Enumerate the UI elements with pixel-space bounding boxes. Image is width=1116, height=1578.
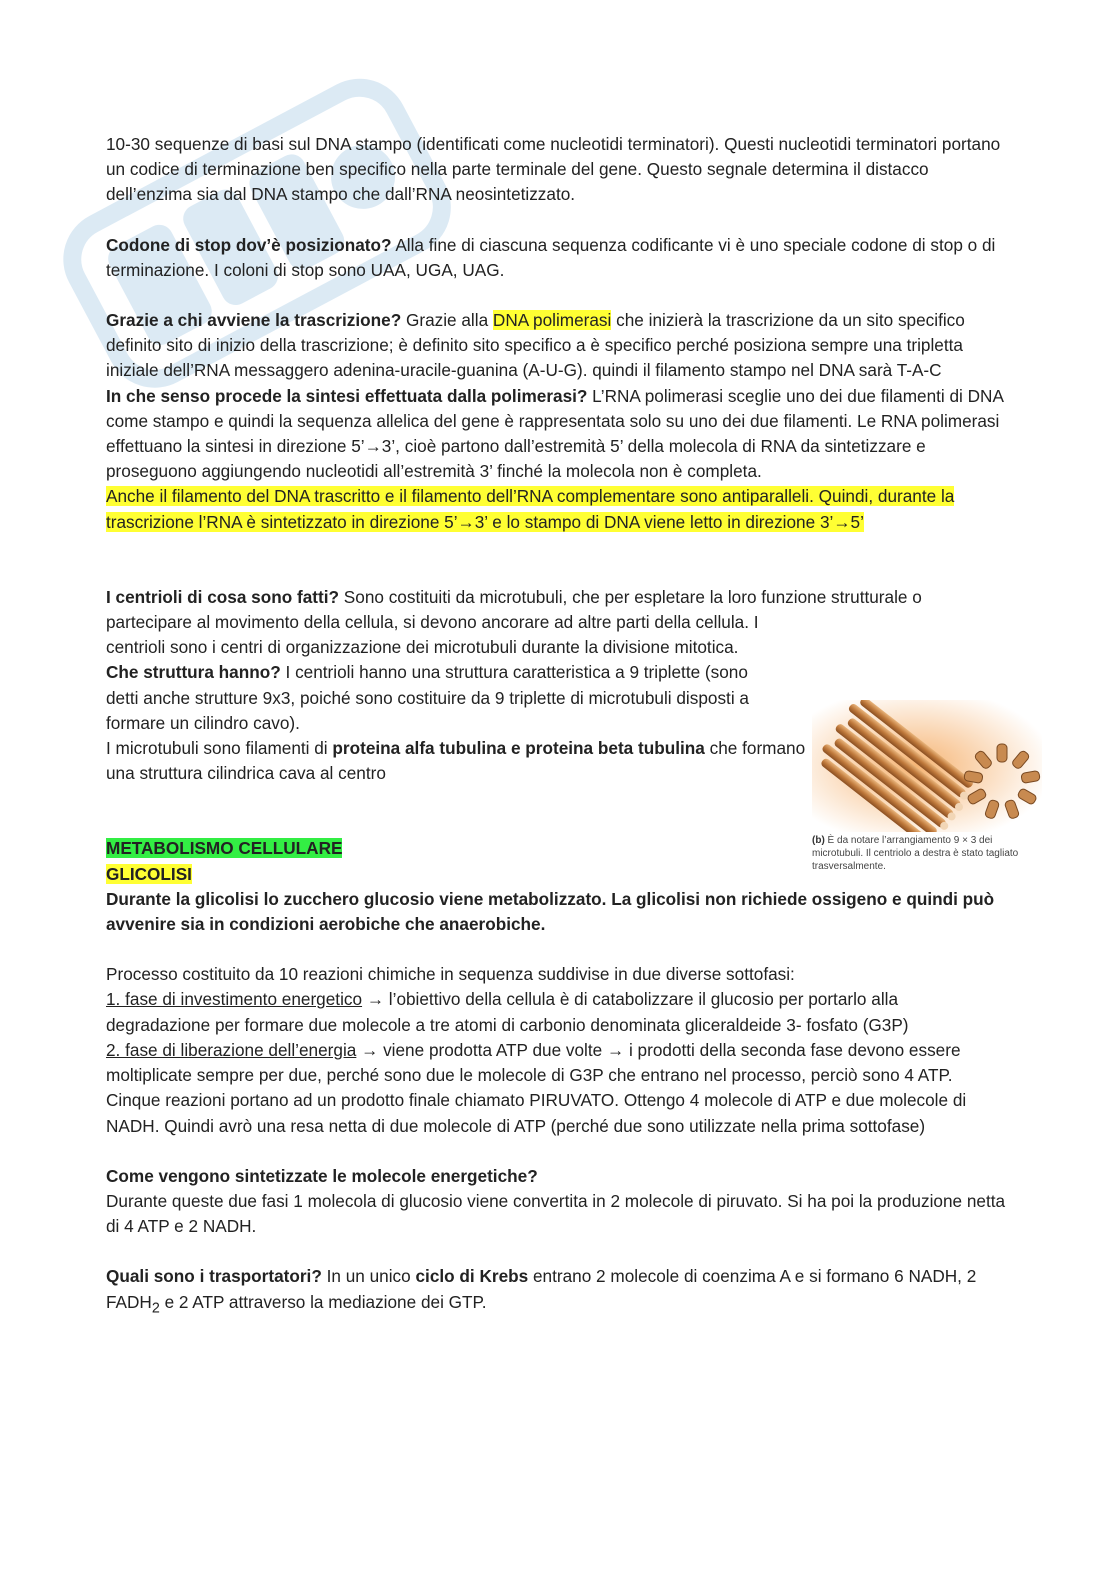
metabolismo-heading: METABOLISMO CELLULARE xyxy=(106,838,343,859)
paragraph-centrioli-line1 xyxy=(106,585,1006,610)
paragraph-struttura xyxy=(106,660,766,736)
answer-senso: L’RNA polimerasi sceglie uno dei due filamenti di DNA come stampo e quindi la sequenza allelica del gene è rappresentata solo su uno dei due filamenti. Le RNA polimerasi effettuano la sintesi in direzione 5’→3’, cioè partono dall’estremità 5’ della molecola di RNA da sintetizzare e proseguono aggiungendo nucleotidi all’estremità 3’ finché la molecola non è completa. xyxy=(106,385,1003,482)
paragraph-sintesi-answer: Durante queste due fasi 1 molecola di glucosio viene convertita in 2 molecole di piruvato. Si ha poi la produzione netta di 4 ATP e 2 NADH. xyxy=(106,1190,1006,1237)
figure-caption xyxy=(812,834,1042,873)
figure-caption-label: (b) xyxy=(812,835,825,846)
answer-trascrizione-start: Grazie alla xyxy=(401,310,493,331)
microtubuli-text-2: che formano una struttura cilindrica cava al centro xyxy=(106,738,806,784)
centrioli-narrow-block xyxy=(106,610,806,786)
question-struttura: Che struttura hanno? xyxy=(106,662,281,683)
microtubuli-text-1: I microtubuli sono filamenti di xyxy=(106,738,333,759)
microtubuli-bold: proteina alfa tubulina e proteina beta tubulina xyxy=(332,738,705,759)
trasportatori-text-3: e 2 ATP attraverso la mediazione dei GTP. xyxy=(159,1291,487,1312)
answer-centrioli-1: Sono costituiti da microtubuli, che per espletare la loro funzione strutturale o xyxy=(339,586,922,607)
fase1-text: → l’obiettivo della cellula è di catabolizzare il glucosio per portarlo alla degradazione per formare due molecole a tre atomi di carbonio denominata gliceraldeide 3- fosfato (G3P) xyxy=(106,989,909,1035)
answer-stop: Alla fine di ciascuna sequenza codificante vi è uno speciale codone di stop o di terminazione. I coloni di stop sono UAA, UGA, UAG. xyxy=(106,234,996,280)
paragraph-fase1 xyxy=(106,987,1006,1037)
question-stop: Codone di stop dov’è posizionato? xyxy=(106,234,392,255)
question-trasportatori: Quali sono i trasportatori? xyxy=(106,1266,322,1287)
paragraph-terminatori: 10-30 sequenze di basi sul DNA stampo (identificati come nucleotidi terminatori). Questi nucleotidi terminatori portano un codice di terminazione ben specifico nella parte terminale del gene. Questo segnale determina il distacco dell’enzima sia dal DNA stampo che dall’RNA neosintetizzato. xyxy=(106,134,1001,205)
fadh-subscript: 2 xyxy=(151,1299,160,1316)
glicolisi-heading: GLICOLISI xyxy=(106,863,192,884)
fase1-title: 1. fase di investimento energetico xyxy=(106,989,363,1010)
question-trascrizione: Grazie a chi avviene la trascrizione? xyxy=(106,310,402,331)
paragraph-glicolisi-intro xyxy=(106,887,1006,937)
question-senso: In che senso procede la sintesi effettuata dalla polimerasi? xyxy=(106,385,588,406)
paragraph-sintesi-question xyxy=(106,1164,1006,1189)
highlight-dna-polimerasi: DNA polimerasi xyxy=(492,310,612,331)
answer-centrioli-2: partecipare al movimento della cellula, si devono ancorare ad altre parti della cellula. I centrioli sono i centri di organizzazione dei microtubuli durante la divisione mitotica. xyxy=(106,612,759,658)
paragraph-trascrizione xyxy=(106,308,1006,384)
question-centrioli: I centrioli di cosa sono fatti? xyxy=(106,586,340,607)
figure-caption-text: È da notare l’arrangiamento 9 × 3 dei microtubuli. Il centriolo a destra è stato tagliato trasversalmente. xyxy=(812,835,1019,872)
centriole-figure xyxy=(812,700,1042,873)
paragraph-codone-stop xyxy=(106,233,1006,283)
trasportatori-text-2: entrano 2 molecole di coenzima A e si formano 6 NADH, 2 FADH xyxy=(106,1266,977,1312)
krebs-bold: ciclo di Krebs xyxy=(415,1266,529,1287)
paragraph-microtubuli xyxy=(106,736,806,786)
question-sintesi: Come vengono sintetizzate le molecole energetiche? xyxy=(106,1165,538,1186)
answer-struttura: I centrioli hanno una struttura caratteristica a 9 triplette (sono detti anche strutture 9x3, poiché sono costituire da 9 triplette di microtubuli disposti a formare un cilindro cavo). xyxy=(106,662,749,733)
answer-trascrizione-rest: che inizierà la trascrizione da un sito specifico definito sito di inizio della trascrizione; è definito sito specifico a è specifico perché posiziona sempre una tripletta iniziale dell’RNA messaggero adenina-uracile-guanina (A-U-G). quindi il filamento stampo nel DNA sarà T-A-C xyxy=(106,310,965,381)
paragraph-fase2 xyxy=(106,1038,1006,1139)
trasportatori-text-1: In un unico xyxy=(321,1266,416,1287)
centriole-image xyxy=(812,700,1042,832)
highlight-antiparalleli: Anche il filamento del DNA trascritto e il filamento dell’RNA complementare sono antiparalleli. Quindi, durante la trascrizione l’RNA è sintetizzato in direzione 5’→3’ e lo stampo di DNA viene letto in direzione 3’→5’ xyxy=(106,486,955,532)
paragraph-processo: Processo costituito da 10 reazioni chimiche in sequenza suddivise in due diverse sottofasi: xyxy=(106,964,795,985)
paragraph-trasportatori xyxy=(106,1264,1006,1321)
paragraph-antiparalleli xyxy=(106,484,1006,534)
fase2-text: → viene prodotta ATP due volte → i prodotti della seconda fase devono essere moltiplicate sempre per due, perché sono due le molecole di G3P che entrano nel processo, perciò sono 4 ATP. Cinque reazioni portano ad un prodotto finale chiamato PIRUVATO. Ottengo 4 molecole di ATP e due molecole di NADH. Quindi avrò una resa netta di due molecole di ATP (perché due sono utilizzate nella prima sottofase) xyxy=(106,1039,967,1136)
glicolisi-intro-text: Durante la glicolisi lo zucchero glucosio viene metabolizzato. La glicolisi non richiede ossigeno e quindi può avvenire sia in condizioni aerobiche che anaerobiche. xyxy=(106,888,995,935)
fase2-title: 2. fase di liberazione dell’energia xyxy=(106,1039,357,1060)
paragraph-senso-sintesi xyxy=(106,384,1006,485)
